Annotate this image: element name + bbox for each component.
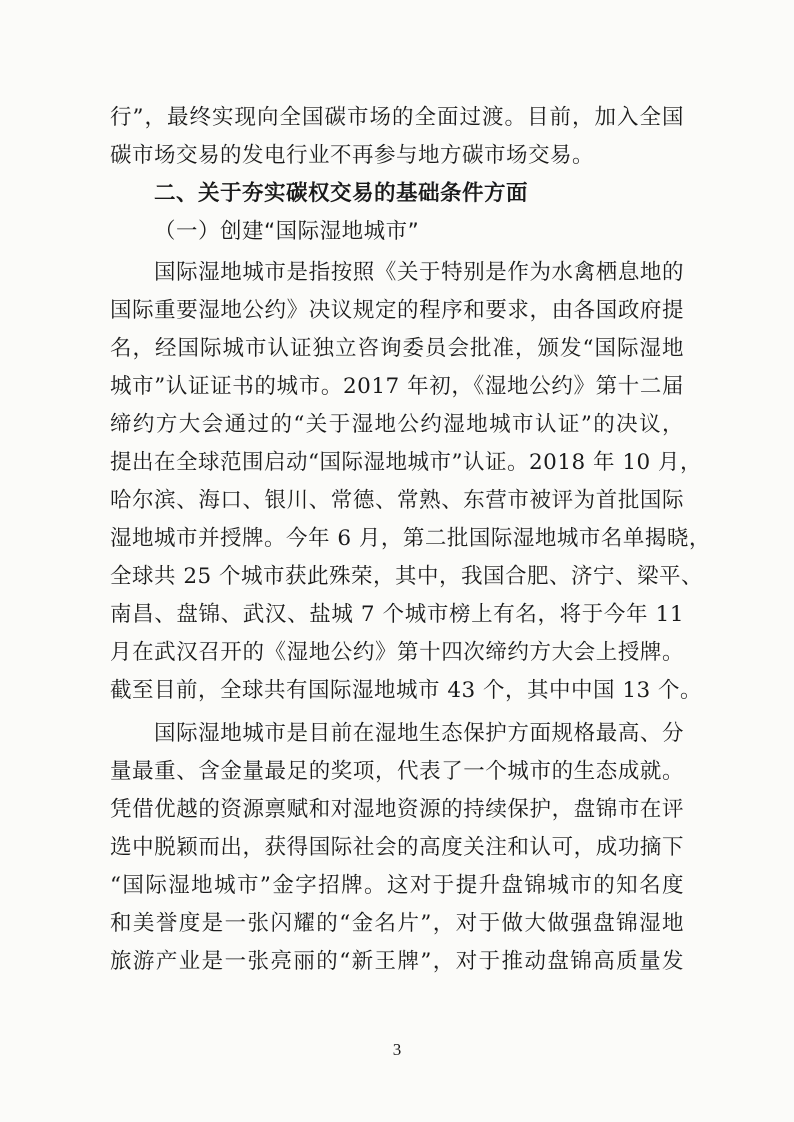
paragraph-line: 选中脱颖而出，获得国际社会的高度关注和认可，成功摘下 [110, 835, 684, 860]
paragraph-line: 月在武汉召开的《湿地公约》第十四次缔约方大会上授牌。 [110, 640, 684, 665]
paragraph-line: 和美誉度是一张闪耀的“金名片”，对于做大做强盘锦湿地 [110, 911, 684, 936]
paragraph-line: 南昌、盘锦、武汉、盐城 7 个城市榜上有名，将于今年 11 [110, 602, 684, 627]
paragraph-line: 湿地城市并授牌。今年 6 月，第二批国际湿地城市名单揭晓， [110, 526, 711, 551]
paragraph-line: 国际湿地城市是目前在湿地生态保护方面规格最高、分 [154, 721, 684, 746]
paragraph-line: 城市”认证证书的城市。2017 年初，《湿地公约》第十二届 [110, 374, 684, 399]
paragraph-line: 提出在全球范围启动“国际湿地城市”认证。2018 年 10 月， [110, 450, 703, 475]
paragraph-line: 哈尔滨、海口、银川、常德、常熟、东营市被评为首批国际 [110, 488, 684, 513]
paragraph-line: 名，经国际城市认证独立咨询委员会批准，颁发“国际湿地 [110, 336, 684, 361]
paragraph-line: 缔约方大会通过的“关于湿地公约湿地城市认证”的决议， [110, 412, 684, 437]
paragraph-line: 量最重、含金量最足的奖项，代表了一个城市的生态成就。 [110, 759, 684, 784]
body-line: 碳市场交易的发电行业不再参与地方碳市场交易。 [110, 143, 595, 168]
paragraph-line: “国际湿地城市”金字招牌。这对于提升盘锦城市的知名度 [110, 873, 684, 898]
paragraph-line: 国际湿地城市是指按照《关于特别是作为水禽栖息地的 [154, 260, 684, 285]
paragraph-line: 截至目前，全球共有国际湿地城市 43 个，其中中国 13 个。 [110, 678, 703, 703]
page-number: 3 [392, 1040, 402, 1059]
body-line: 行”，最终实现向全国碳市场的全面过渡。目前，加入全国 [110, 105, 684, 130]
paragraph-line: 国际重要湿地公约》决议规定的程序和要求，由各国政府提 [110, 298, 684, 323]
paragraph-line: 凭借优越的资源禀赋和对湿地资源的持续保护，盘锦市在评 [110, 797, 684, 822]
section-heading: 二、关于夯实碳权交易的基础条件方面 [154, 181, 529, 206]
subsection-heading: （一）创建“国际湿地城市” [154, 219, 420, 244]
paragraph-line: 旅游产业是一张亮丽的“新王牌”，对于推动盘锦高质量发 [110, 949, 684, 974]
paragraph-line: 全球共 25 个城市获此殊荣，其中，我国合肥、济宁、梁平、 [110, 564, 704, 589]
